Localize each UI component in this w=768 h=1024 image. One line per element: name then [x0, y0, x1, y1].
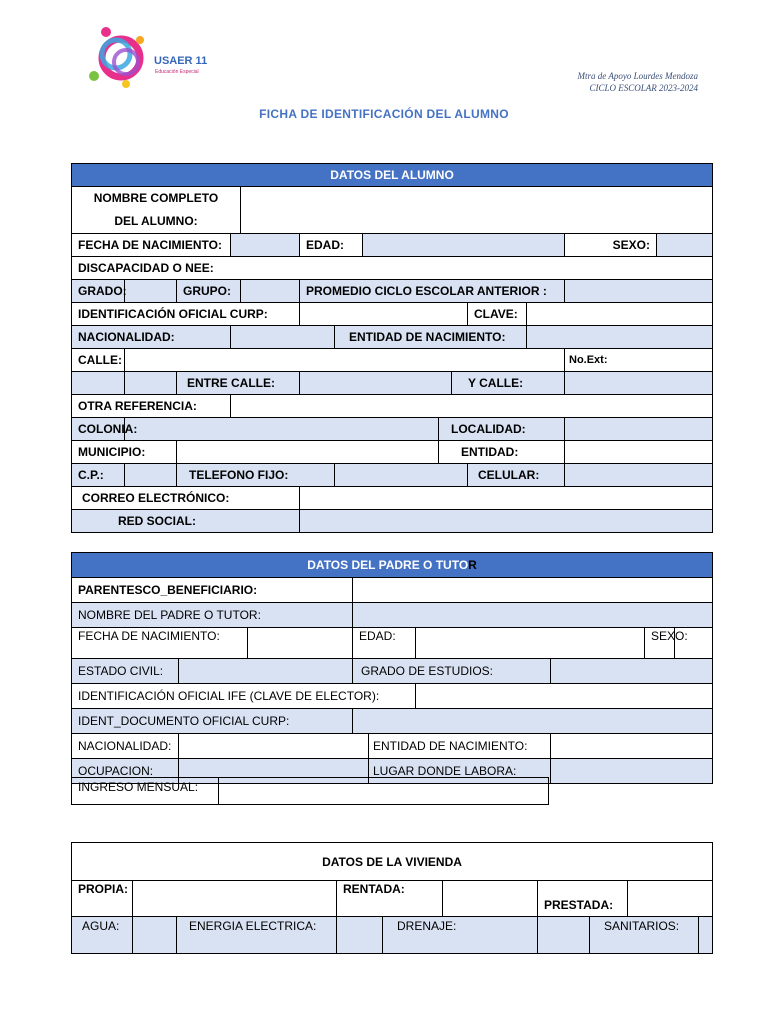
cp-field[interactable]: [125, 464, 177, 487]
estado-civil-field[interactable]: [179, 659, 353, 684]
nombre-label-1: NOMBRE COMPLETO: [93, 191, 219, 205]
rentada-label: RENTADA:: [337, 881, 443, 917]
nombre-padre-field[interactable]: [353, 603, 713, 628]
agua-label: AGUA:: [72, 917, 133, 954]
y-calle-label: Y CALLE:: [452, 372, 565, 395]
logo-subtitle: Educación Especial: [155, 69, 199, 75]
energia-field[interactable]: [337, 917, 383, 954]
nombre-label: [72, 187, 241, 234]
correo-field[interactable]: [300, 487, 713, 510]
parentesco-label: PARENTESCO_BENEFICIARIO:: [72, 578, 353, 603]
correo-label: CORREO ELECTRÓNICO:: [72, 487, 300, 510]
sexo-label: SEXO:: [565, 234, 657, 257]
sexo-padre-label: SEXO:: [645, 628, 675, 659]
clave-label: CLAVE:: [468, 303, 527, 326]
propia-label: PROPIA:: [72, 881, 133, 917]
entidad-padre-label: ENTIDAD DE NACIMIENTO:: [369, 734, 551, 759]
edad-padre-label: EDAD:: [353, 628, 416, 659]
nacionalidad-padre-label: NACIONALIDAD:: [72, 734, 179, 759]
padre-band-end: R: [468, 558, 477, 572]
otra-ref-label: OTRA REFERENCIA:: [72, 395, 231, 418]
padre-band-text: DATOS DEL PADRE O TUTO: [307, 558, 469, 572]
celular-field[interactable]: [565, 464, 713, 487]
entre-calle-label: ENTRE CALLE:: [177, 372, 300, 395]
celular-label: CELULAR:: [468, 464, 565, 487]
cp-label: C.P.:: [72, 464, 125, 487]
agua-field[interactable]: [133, 917, 177, 954]
telefono-label: TELEFONO FIJO:: [177, 464, 335, 487]
curp-padre-field[interactable]: [353, 709, 713, 734]
entidad-nac-field[interactable]: [527, 326, 713, 349]
calle-label: CALLE:: [72, 349, 125, 372]
entidad-nac-label: ENTIDAD DE NACIMIENTO:: [335, 326, 527, 349]
nombre-label-2: DEL ALUMNO:: [114, 214, 198, 228]
parentesco-field[interactable]: [353, 578, 713, 603]
energia-label: ENERGIA ELECTRICA:: [177, 917, 337, 954]
nacionalidad-label: NACIONALIDAD:: [72, 326, 231, 349]
fecha-nac-field[interactable]: [231, 234, 300, 257]
curp-label: IDENTIFICACIÓN OFICIAL CURP:: [72, 303, 300, 326]
edad-padre-field[interactable]: [416, 628, 645, 659]
discapacidad-label[interactable]: DISCAPACIDAD O NEE:: [72, 257, 713, 280]
vivienda-band: DATOS DE LA VIVIENDA: [72, 843, 713, 881]
vivienda-table: [71, 842, 713, 954]
calle-field[interactable]: [125, 349, 565, 372]
ingreso-table: [71, 777, 549, 805]
colonia-label: COLONIA:: [72, 418, 125, 441]
cycle-line: CICLO ESCOLAR 2023-2024: [589, 83, 698, 93]
rentada-field[interactable]: [443, 881, 538, 917]
clave-field[interactable]: [527, 303, 713, 326]
promedio-label: PROMEDIO CICLO ESCOLAR ANTERIOR :: [300, 280, 565, 303]
logo-title: USAER 11: [154, 55, 208, 67]
ocupacion-label: OCUPACION:: [72, 759, 179, 784]
author-line: Mtra de Apoyo Lourdes Mendoza: [577, 71, 698, 81]
nombre-padre-label: NOMBRE DEL PADRE O TUTOR:: [72, 603, 353, 628]
nombre-field[interactable]: [241, 187, 713, 234]
no-ext-label[interactable]: No.Ext:: [565, 349, 713, 372]
document-title: FICHA DE IDENTIFICACIÓN DEL ALUMNO: [259, 107, 509, 121]
nacionalidad-field[interactable]: [231, 326, 335, 349]
grupo-field[interactable]: [241, 280, 300, 303]
entre-calle-field[interactable]: [300, 372, 452, 395]
grado-field[interactable]: [125, 280, 177, 303]
entidad-label: ENTIDAD:: [439, 441, 565, 464]
propia-field[interactable]: [133, 881, 337, 917]
lugar-field[interactable]: [551, 759, 713, 784]
ife-label: IDENTIFICACIÓN OFICIAL IFE (CLAVE DE ELECTOR):: [72, 684, 416, 709]
lugar-label: LUGAR DONDE LABORA:: [369, 759, 551, 784]
sanitarios-field[interactable]: [699, 917, 713, 954]
entidad-padre-field[interactable]: [551, 734, 713, 759]
curp-field[interactable]: [300, 303, 468, 326]
telefono-field[interactable]: [335, 464, 468, 487]
fecha-padre-field[interactable]: [248, 628, 353, 659]
drenaje-field[interactable]: [538, 917, 590, 954]
edad-field[interactable]: [363, 234, 565, 257]
grado-estudios-label: GRADO DE ESTUDIOS:: [353, 659, 551, 684]
calle-extra-1[interactable]: [72, 372, 125, 395]
estado-civil-label: ESTADO CIVIL:: [72, 659, 179, 684]
ingreso-label: INGRESO MENSUAL:: [72, 778, 219, 805]
header-info: [578, 70, 699, 94]
red-social-label: RED SOCIAL:: [72, 510, 300, 533]
curp-padre-label: IDENT_DOCUMENTO OFICIAL CURP:: [72, 709, 353, 734]
localidad-label: LOCALIDAD:: [439, 418, 565, 441]
grado-label: GRADO:: [72, 280, 125, 303]
alumno-table: [71, 163, 713, 533]
nacionalidad-padre-field[interactable]: [179, 734, 369, 759]
municipio-field[interactable]: [177, 441, 439, 464]
drenaje-label: DRENAJE:: [383, 917, 538, 954]
ingreso-field[interactable]: [219, 778, 549, 805]
padre-table: [71, 552, 713, 784]
alumno-band: DATOS DEL ALUMNO: [72, 164, 713, 187]
otra-ref-field[interactable]: [231, 395, 713, 418]
colonia-field[interactable]: [125, 418, 439, 441]
edad-label: EDAD:: [300, 234, 363, 257]
fecha-nac-label: FECHA DE NACIMIENTO:: [72, 234, 231, 257]
ife-field[interactable]: [416, 684, 713, 709]
calle-extra-2[interactable]: [125, 372, 177, 395]
localidad-field[interactable]: [565, 418, 713, 441]
sanitarios-label: SANITARIOS:: [590, 917, 699, 954]
prestada-label: PRESTADA:: [538, 881, 628, 917]
grado-estudios-field[interactable]: [551, 659, 713, 684]
y-calle-field[interactable]: [565, 372, 713, 395]
grupo-label: GRUPO:: [177, 280, 241, 303]
promedio-field[interactable]: [565, 280, 713, 303]
municipio-label: MUNICIPIO:: [72, 441, 177, 464]
fecha-padre-label: FECHA DE NACIMIENTO:: [72, 628, 248, 659]
entidad-field[interactable]: [565, 441, 713, 464]
prestada-field[interactable]: [628, 881, 713, 917]
red-social-field[interactable]: [300, 510, 713, 533]
sexo-field[interactable]: [657, 234, 713, 257]
padre-band: [72, 553, 713, 578]
